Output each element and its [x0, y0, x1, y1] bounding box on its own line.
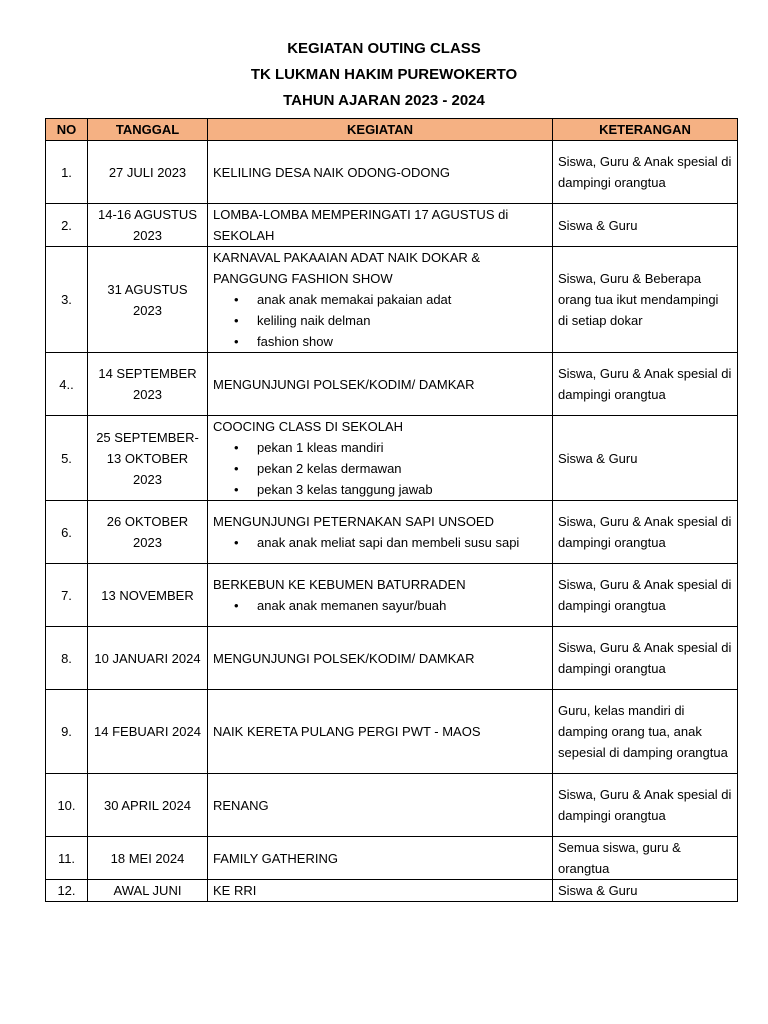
activity-table: [45, 118, 738, 902]
activity-bullet-list: [213, 437, 547, 500]
cell-kegiatan: [208, 690, 553, 774]
activity-title: MENGUNJUNGI PETERNAKAN SAPI UNSOED: [213, 514, 494, 529]
cell-keterangan: Siswa, Guru & Beberapa orang tua ikut mendampingi di setiap dokar: [553, 247, 738, 353]
cell-tanggal: AWAL JUNI: [88, 880, 208, 902]
cell-kegiatan: [208, 141, 553, 204]
cell-tanggal: 30 APRIL 2024: [88, 774, 208, 837]
cell-keterangan: Siswa & Guru: [553, 204, 738, 247]
table-row: [46, 564, 738, 627]
cell-keterangan: Siswa, Guru & Anak spesial di dampingi orangtua: [553, 353, 738, 416]
cell-no: 2.: [46, 204, 88, 247]
table-body: [46, 141, 738, 902]
cell-kegiatan: [208, 501, 553, 564]
activity-title: MENGUNJUNGI POLSEK/KODIM/ DAMKAR: [213, 376, 475, 392]
activity-bullet-item: • anak anak memakai pakaian adat: [257, 289, 547, 310]
cell-kegiatan: [208, 880, 553, 902]
table-row: [46, 837, 738, 880]
activity-bullet-item: • pekan 1 kleas mandiri: [257, 437, 547, 458]
column-header-no: NO: [46, 119, 88, 141]
document-title: KEGIATAN OUTING CLASS: [287, 40, 481, 57]
activity-bullet-item: • pekan 2 kelas dermawan: [257, 458, 547, 479]
cell-no: 6.: [46, 501, 88, 564]
academic-year: TAHUN AJARAN 2023 - 2024: [283, 92, 485, 109]
column-header-keterangan: KETERANGAN: [553, 119, 738, 141]
cell-tanggal: 27 JULI 2023: [88, 141, 208, 204]
cell-no: 3.: [46, 247, 88, 353]
table-row: [46, 880, 738, 902]
cell-tanggal: 13 NOVEMBER: [88, 564, 208, 627]
activity-title: KE RRI: [213, 883, 257, 898]
activity-title: KELILING DESA NAIK ODONG-ODONG: [213, 164, 450, 180]
cell-kegiatan: [208, 204, 553, 247]
cell-no: 8.: [46, 627, 88, 690]
cell-no: 11.: [46, 837, 88, 880]
cell-no: 12.: [46, 880, 88, 902]
cell-no: 7.: [46, 564, 88, 627]
cell-no: 10.: [46, 774, 88, 837]
activity-title: NAIK KERETA PULANG PERGI PWT - MAOS: [213, 724, 481, 739]
school-name: TK LUKMAN HAKIM PUREWOKERTO: [250, 66, 518, 83]
table-row: [46, 204, 738, 247]
activity-bullet-item: • anak anak meliat sapi dan membeli susu sapi: [257, 532, 547, 553]
cell-tanggal: 14 SEPTEMBER 2023: [88, 353, 208, 416]
cell-tanggal: 10 JANUARI 2024: [88, 627, 208, 690]
table-row: [46, 247, 738, 353]
activity-bullet-list: [213, 532, 547, 553]
cell-keterangan: Siswa, Guru & Anak spesial di dampingi orangtua: [553, 501, 738, 564]
cell-no: 5.: [46, 416, 88, 501]
activity-title: MENGUNJUNGI POLSEK/KODIM/ DAMKAR: [213, 650, 475, 666]
cell-tanggal: 14-16 AGUSTUS 2023: [88, 204, 208, 247]
table-row: [46, 416, 738, 501]
cell-keterangan: Siswa, Guru & Anak spesial di dampingi orangtua: [553, 141, 738, 204]
table-row: [46, 690, 738, 774]
cell-keterangan: Siswa & Guru: [553, 880, 738, 902]
table-header-row: [46, 119, 738, 141]
cell-keterangan: Siswa, Guru & Anak spesial di dampingi orangtua: [553, 627, 738, 690]
table-row: [46, 353, 738, 416]
cell-keterangan: Semua siswa, guru & orangtua: [553, 837, 738, 880]
table-row: [46, 774, 738, 837]
cell-kegiatan: [208, 837, 553, 880]
cell-tanggal: 26 OKTOBER 2023: [88, 501, 208, 564]
activity-bullet-list: [213, 289, 547, 352]
column-header-kegiatan: KEGIATAN: [208, 119, 553, 141]
cell-kegiatan: [208, 564, 553, 627]
activity-bullet-item: • anak anak memanen sayur/buah: [257, 595, 547, 616]
activity-bullet-item: • keliling naik delman: [257, 310, 547, 331]
activity-title: COOCING CLASS DI SEKOLAH: [213, 419, 403, 434]
cell-no: 4..: [46, 353, 88, 416]
cell-kegiatan: [208, 353, 553, 416]
activity-title: FAMILY GATHERING: [213, 850, 338, 866]
cell-kegiatan: [208, 247, 553, 353]
document-header: [0, 36, 768, 114]
cell-no: 9.: [46, 690, 88, 774]
table-row: [46, 501, 738, 564]
activity-bullet-item: • pekan 3 kelas tanggung jawab: [257, 479, 547, 500]
cell-tanggal: 14 FEBUARI 2024: [88, 690, 208, 774]
activity-title: RENANG: [213, 797, 269, 813]
table-row: [46, 627, 738, 690]
cell-keterangan: Siswa, Guru & Anak spesial di dampingi orangtua: [553, 564, 738, 627]
cell-kegiatan: [208, 774, 553, 837]
cell-keterangan: Siswa, Guru & Anak spesial di dampingi orangtua: [553, 774, 738, 837]
cell-kegiatan: [208, 416, 553, 501]
activity-title: KARNAVAL PAKAAIAN ADAT NAIK DOKAR & PANGGUNG FASHION SHOW: [213, 250, 481, 286]
cell-kegiatan: [208, 627, 553, 690]
activity-bullet-list: [213, 595, 547, 616]
activity-title: BERKEBUN KE KEBUMEN BATURRADEN: [213, 577, 466, 592]
cell-tanggal: 25 SEPTEMBER- 13 OKTOBER 2023: [88, 416, 208, 501]
cell-keterangan: Siswa & Guru: [553, 416, 738, 501]
cell-no: 1.: [46, 141, 88, 204]
activity-title: LOMBA-LOMBA MEMPERINGATI 17 AGUSTUS di SEKOLAH: [213, 207, 509, 243]
column-header-tanggal: TANGGAL: [88, 119, 208, 141]
cell-tanggal: 31 AGUSTUS 2023: [88, 247, 208, 353]
activity-bullet-item: • fashion show: [257, 331, 547, 352]
cell-tanggal: 18 MEI 2024: [88, 837, 208, 880]
table-row: [46, 141, 738, 204]
cell-keterangan: Guru, kelas mandiri di damping orang tua, anak sepesial di damping orangtua: [553, 690, 738, 774]
